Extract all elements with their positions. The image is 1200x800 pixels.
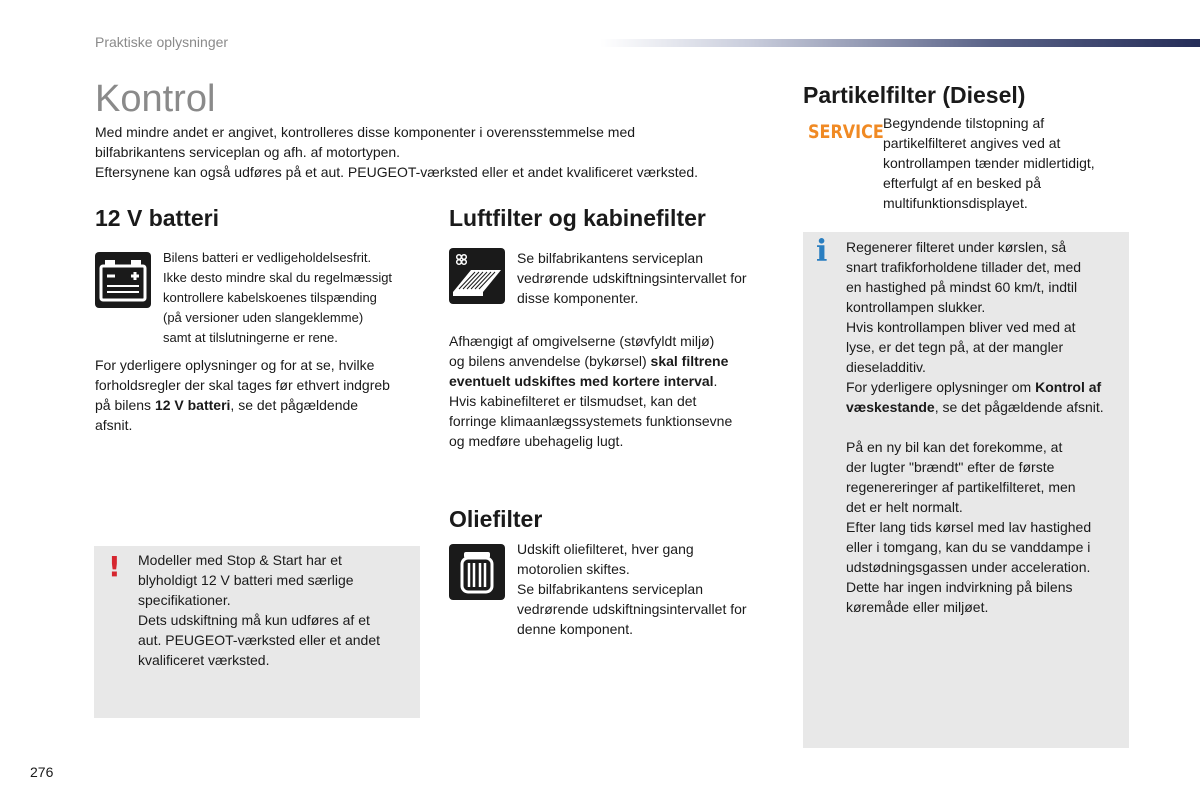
text-line: forholdsregler der skal tages før ethvert indgreb xyxy=(95,377,390,393)
text-line: vedrørende udskiftningsintervallet for xyxy=(517,270,747,286)
info-text xyxy=(846,237,1126,617)
text-line: eller i tomgang, kan du se vanddampe i xyxy=(846,539,1091,555)
text-span: og bilens anvendelse (bykørsel) xyxy=(449,353,651,369)
emphasis: eventuelt udskiftes med kortere interval xyxy=(449,373,714,389)
oil-filter-heading: Oliefilter xyxy=(449,506,543,532)
particle-filter-heading: Partikelfilter (Diesel) xyxy=(803,82,1026,108)
text-line: denne komponent. xyxy=(517,621,633,637)
service-description xyxy=(883,113,1153,213)
page-title: Kontrol xyxy=(95,78,216,120)
text-span: på bilens xyxy=(95,397,155,413)
text-line xyxy=(846,397,1126,417)
text-line: Dets udskiftning må kun udføres af et xyxy=(138,612,370,628)
service-warning-icon: SERVICE xyxy=(808,120,884,143)
text-line: køremåde eller miljøet. xyxy=(846,599,989,615)
intro-line: Med mindre andet er angivet, kontrolleres disse komponenter i overensstemmelse med xyxy=(95,124,636,140)
text-line: Afhængigt af omgivelserne (støvfyldt miljø) xyxy=(449,333,715,349)
text-line xyxy=(449,351,789,371)
spacer xyxy=(846,417,1126,437)
text-line: Dette har ingen indvirkning på bilens xyxy=(846,579,1073,595)
text-line: vedrørende udskiftningsintervallet for xyxy=(517,601,747,617)
text-line: Hvis kabinefilteret er tilsmudset, kan det xyxy=(449,393,697,409)
text-line xyxy=(846,377,1126,397)
emphasis: væskestande xyxy=(846,399,935,415)
text-line: Hvis kontrollampen bliver ved med at xyxy=(846,319,1076,335)
text-span: . xyxy=(713,373,718,389)
text-line: Ikke desto mindre skal du regelmæssigt xyxy=(163,270,393,285)
particle-filter-info-box xyxy=(803,232,1129,748)
text-line: udstødningsgassen under acceleration. xyxy=(846,559,1091,575)
text-line: afsnit. xyxy=(95,417,133,433)
text-line xyxy=(449,371,789,391)
battery-more-info xyxy=(95,355,435,435)
intro-line: Eftersynene kan også udføres på et aut. PEUGEOT-værksted eller et andet kvalificeret værksted. xyxy=(95,164,699,180)
text-line: lyse, er det tegn på, at der mangler xyxy=(846,339,1064,355)
text-span: For yderligere oplysninger om xyxy=(846,379,1036,395)
emphasis: skal filtrene xyxy=(650,353,729,369)
text-line: disse komponenter. xyxy=(517,290,639,306)
battery-description xyxy=(163,248,433,348)
text-line: regenereringer af partikelfilteret, men xyxy=(846,479,1076,495)
text-line: en hastighed på mindst 60 km/t, indtil xyxy=(846,279,1078,295)
text-line: Begyndende tilstopning af xyxy=(883,115,1045,131)
text-span: , se det pågældende xyxy=(230,397,359,413)
battery-heading: 12 V batteri xyxy=(95,205,219,231)
text-line: forringe klimaanlægssystemets funktionsevne xyxy=(449,413,733,429)
text-line: Udskift oliefilteret, hver gang xyxy=(517,541,694,557)
battery-warning-box xyxy=(94,546,420,718)
emphasis: Kontrol af xyxy=(1035,379,1102,395)
text-line: partikelfilteret angives ved at xyxy=(883,135,1061,151)
air-filter-details xyxy=(449,331,789,451)
text-line: På en ny bil kan det forekomme, at xyxy=(846,439,1063,455)
air-filter-icon xyxy=(449,248,505,304)
text-line: samt at tilslutningerne er rene. xyxy=(163,330,338,345)
text-line xyxy=(95,395,435,415)
warning-icon: ! xyxy=(108,550,121,583)
warning-text xyxy=(138,550,418,670)
text-line: Efter lang tids kørsel med lav hastighed xyxy=(846,519,1092,535)
text-line: efterfulgt af en besked på xyxy=(883,175,1041,191)
text-line: motorolien skiftes. xyxy=(517,561,630,577)
oil-filter-icon xyxy=(449,544,505,600)
text-line: For yderligere oplysninger og for at se, hvilke xyxy=(95,357,375,373)
text-line: Regenerer filteret under kørslen, så xyxy=(846,239,1067,255)
text-line: kontrollampen tænder midlertidigt, xyxy=(883,155,1095,171)
text-line: (på versioner uden slangeklemme) xyxy=(163,310,364,325)
text-line: der lugter "brændt" efter de første xyxy=(846,459,1055,475)
text-line: snart trafikforholdene tillader det, med xyxy=(846,259,1082,275)
battery-reference: 12 V batteri xyxy=(154,397,231,413)
intro-text xyxy=(95,122,775,182)
text-line: og medføre ubehagelig lugt. xyxy=(449,433,624,449)
text-line: kvalificeret værksted. xyxy=(138,652,270,668)
intro-line: bilfabrikantens serviceplan og afh. af motortypen. xyxy=(95,144,401,160)
air-filter-description xyxy=(517,248,787,308)
text-line: specifikationer. xyxy=(138,592,231,608)
header-gradient-bar xyxy=(600,39,1200,47)
text-line: blyholdigt 12 V batteri med særlige xyxy=(138,572,354,588)
section-label: Praktiske oplysninger xyxy=(95,34,229,50)
text-line: Se bilfabrikantens serviceplan xyxy=(517,581,703,597)
text-line: Modeller med Stop & Start har et xyxy=(138,552,342,568)
info-icon: i xyxy=(816,234,828,269)
text-line: kontrollere kabelskoenes tilspænding xyxy=(163,290,377,305)
oil-filter-description xyxy=(517,539,787,639)
text-line: multifunktionsdisplayet. xyxy=(883,195,1028,211)
page-number: 276 xyxy=(30,764,54,780)
text-line: Bilens batteri er vedligeholdelsesfrit. xyxy=(163,250,372,265)
text-span: , se det pågældende afsnit. xyxy=(934,399,1104,415)
text-line: kontrollampen slukker. xyxy=(846,299,986,315)
text-line: aut. PEUGEOT-værksted eller et andet xyxy=(138,632,380,648)
text-line: Se bilfabrikantens serviceplan xyxy=(517,250,703,266)
battery-icon xyxy=(95,252,151,308)
text-line: det er helt normalt. xyxy=(846,499,963,515)
air-filter-heading: Luftfilter og kabinefilter xyxy=(449,205,706,231)
text-line: dieseladditiv. xyxy=(846,359,926,375)
